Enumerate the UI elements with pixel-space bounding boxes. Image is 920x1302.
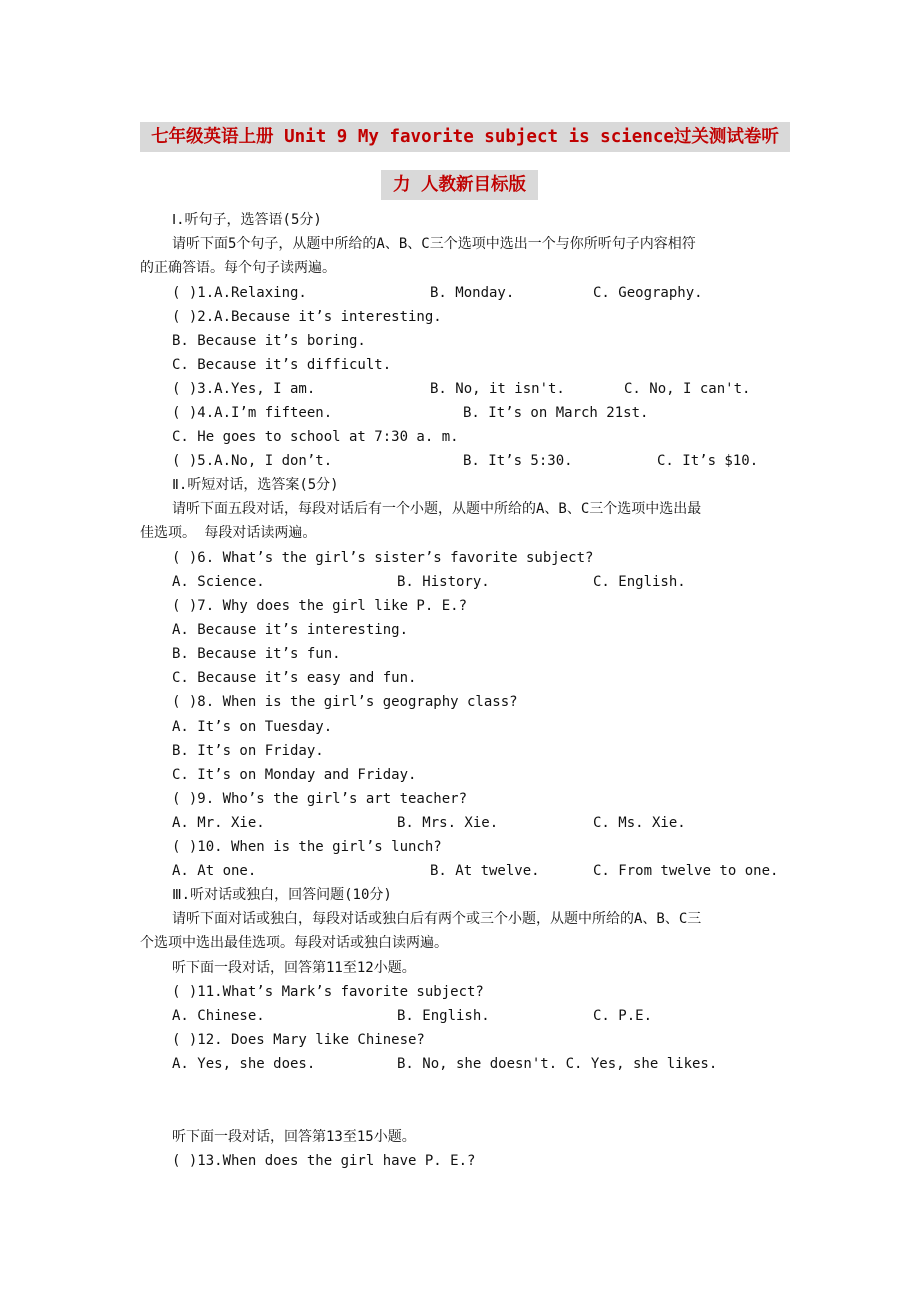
title-line-2: 力 人教新目标版 xyxy=(381,170,538,200)
title-line-1: 七年级英语上册 Unit 9 My favorite subject is science过关测试卷听 xyxy=(140,122,790,152)
